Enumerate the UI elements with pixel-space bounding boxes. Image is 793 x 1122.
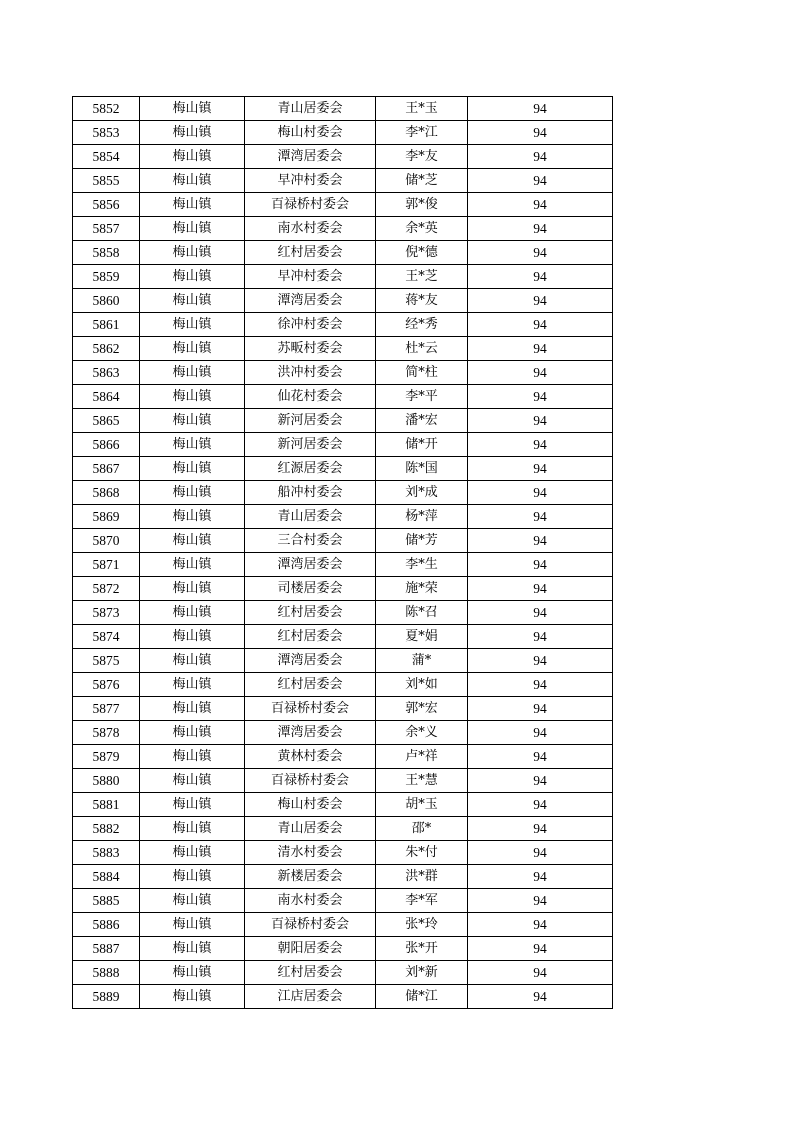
town-cell: 梅山镇 xyxy=(140,985,245,1009)
age-cell: 94 xyxy=(468,649,613,673)
village-committee-cell: 早冲村委会 xyxy=(245,265,376,289)
age-cell: 94 xyxy=(468,457,613,481)
town-cell: 梅山镇 xyxy=(140,145,245,169)
serial-number-cell: 5867 xyxy=(73,457,140,481)
village-committee-cell: 百禄桥村委会 xyxy=(245,697,376,721)
table-row xyxy=(73,793,613,817)
village-committee-cell: 清水村委会 xyxy=(245,841,376,865)
age-cell: 94 xyxy=(468,865,613,889)
village-committee-cell: 潭湾居委会 xyxy=(245,649,376,673)
serial-number-cell: 5880 xyxy=(73,769,140,793)
village-committee-cell: 青山居委会 xyxy=(245,505,376,529)
age-cell: 94 xyxy=(468,361,613,385)
serial-number-cell: 5860 xyxy=(73,289,140,313)
age-cell: 94 xyxy=(468,217,613,241)
person-name-cell: 胡*玉 xyxy=(376,793,468,817)
age-cell: 94 xyxy=(468,913,613,937)
table-row xyxy=(73,481,613,505)
serial-number-cell: 5881 xyxy=(73,793,140,817)
table-row xyxy=(73,697,613,721)
table-row xyxy=(73,577,613,601)
town-cell: 梅山镇 xyxy=(140,793,245,817)
serial-number-cell: 5854 xyxy=(73,145,140,169)
serial-number-cell: 5869 xyxy=(73,505,140,529)
age-cell: 94 xyxy=(468,577,613,601)
table-row xyxy=(73,505,613,529)
person-name-cell: 经*秀 xyxy=(376,313,468,337)
person-name-cell: 李*平 xyxy=(376,385,468,409)
village-committee-cell: 新楼居委会 xyxy=(245,865,376,889)
town-cell: 梅山镇 xyxy=(140,937,245,961)
table-row xyxy=(73,529,613,553)
serial-number-cell: 5883 xyxy=(73,841,140,865)
village-committee-cell: 船冲村委会 xyxy=(245,481,376,505)
table-row xyxy=(73,625,613,649)
age-cell: 94 xyxy=(468,97,613,121)
age-cell: 94 xyxy=(468,289,613,313)
age-cell: 94 xyxy=(468,697,613,721)
town-cell: 梅山镇 xyxy=(140,313,245,337)
person-name-cell: 夏*娟 xyxy=(376,625,468,649)
table-row xyxy=(73,817,613,841)
town-cell: 梅山镇 xyxy=(140,121,245,145)
person-name-cell: 刘*如 xyxy=(376,673,468,697)
serial-number-cell: 5865 xyxy=(73,409,140,433)
person-name-cell: 郭*俊 xyxy=(376,193,468,217)
town-cell: 梅山镇 xyxy=(140,289,245,313)
village-committee-cell: 百禄桥村委会 xyxy=(245,769,376,793)
table-row xyxy=(73,193,613,217)
village-committee-cell: 苏畈村委会 xyxy=(245,337,376,361)
village-committee-cell: 潭湾居委会 xyxy=(245,145,376,169)
person-name-cell: 卢*祥 xyxy=(376,745,468,769)
village-committee-cell: 百禄桥村委会 xyxy=(245,913,376,937)
table-row xyxy=(73,913,613,937)
serial-number-cell: 5886 xyxy=(73,913,140,937)
serial-number-cell: 5861 xyxy=(73,313,140,337)
serial-number-cell: 5866 xyxy=(73,433,140,457)
serial-number-cell: 5875 xyxy=(73,649,140,673)
town-cell: 梅山镇 xyxy=(140,625,245,649)
table-row xyxy=(73,361,613,385)
town-cell: 梅山镇 xyxy=(140,577,245,601)
table-row xyxy=(73,745,613,769)
town-cell: 梅山镇 xyxy=(140,553,245,577)
village-committee-cell: 青山居委会 xyxy=(245,817,376,841)
serial-number-cell: 5863 xyxy=(73,361,140,385)
person-name-cell: 李*军 xyxy=(376,889,468,913)
serial-number-cell: 5889 xyxy=(73,985,140,1009)
person-name-cell: 李*友 xyxy=(376,145,468,169)
town-cell: 梅山镇 xyxy=(140,457,245,481)
person-name-cell: 施*荣 xyxy=(376,577,468,601)
town-cell: 梅山镇 xyxy=(140,889,245,913)
table-row xyxy=(73,673,613,697)
person-name-cell: 张*开 xyxy=(376,937,468,961)
age-cell: 94 xyxy=(468,313,613,337)
village-committee-cell: 梅山村委会 xyxy=(245,793,376,817)
age-cell: 94 xyxy=(468,529,613,553)
person-name-cell: 杜*云 xyxy=(376,337,468,361)
age-cell: 94 xyxy=(468,793,613,817)
town-cell: 梅山镇 xyxy=(140,169,245,193)
village-committee-cell: 朝阳居委会 xyxy=(245,937,376,961)
table-row xyxy=(73,457,613,481)
person-name-cell: 储*江 xyxy=(376,985,468,1009)
serial-number-cell: 5878 xyxy=(73,721,140,745)
person-name-cell: 刘*成 xyxy=(376,481,468,505)
serial-number-cell: 5887 xyxy=(73,937,140,961)
village-committee-cell: 早冲村委会 xyxy=(245,169,376,193)
table-row xyxy=(73,169,613,193)
table-row xyxy=(73,385,613,409)
table-row xyxy=(73,433,613,457)
town-cell: 梅山镇 xyxy=(140,97,245,121)
town-cell: 梅山镇 xyxy=(140,817,245,841)
age-cell: 94 xyxy=(468,409,613,433)
age-cell: 94 xyxy=(468,769,613,793)
village-committee-cell: 新河居委会 xyxy=(245,433,376,457)
age-cell: 94 xyxy=(468,889,613,913)
village-committee-cell: 红村居委会 xyxy=(245,241,376,265)
village-committee-cell: 潭湾居委会 xyxy=(245,553,376,577)
age-cell: 94 xyxy=(468,721,613,745)
village-committee-cell: 徐冲村委会 xyxy=(245,313,376,337)
table-row xyxy=(73,649,613,673)
town-cell: 梅山镇 xyxy=(140,865,245,889)
serial-number-cell: 5870 xyxy=(73,529,140,553)
serial-number-cell: 5857 xyxy=(73,217,140,241)
serial-number-cell: 5871 xyxy=(73,553,140,577)
table-row xyxy=(73,241,613,265)
age-cell: 94 xyxy=(468,961,613,985)
person-name-cell: 潘*宏 xyxy=(376,409,468,433)
person-name-cell: 余*义 xyxy=(376,721,468,745)
village-committee-cell: 梅山村委会 xyxy=(245,121,376,145)
serial-number-cell: 5859 xyxy=(73,265,140,289)
serial-number-cell: 5872 xyxy=(73,577,140,601)
serial-number-cell: 5862 xyxy=(73,337,140,361)
age-cell: 94 xyxy=(468,553,613,577)
record-sheet xyxy=(72,96,612,1009)
age-cell: 94 xyxy=(468,169,613,193)
village-committee-cell: 红村居委会 xyxy=(245,673,376,697)
age-cell: 94 xyxy=(468,385,613,409)
table-row xyxy=(73,721,613,745)
table-row xyxy=(73,121,613,145)
serial-number-cell: 5888 xyxy=(73,961,140,985)
table-row xyxy=(73,337,613,361)
village-committee-cell: 洪冲村委会 xyxy=(245,361,376,385)
table-row xyxy=(73,865,613,889)
records-table xyxy=(72,96,613,1009)
person-name-cell: 郭*宏 xyxy=(376,697,468,721)
person-name-cell: 杨*萍 xyxy=(376,505,468,529)
person-name-cell: 王*玉 xyxy=(376,97,468,121)
age-cell: 94 xyxy=(468,937,613,961)
serial-number-cell: 5884 xyxy=(73,865,140,889)
person-name-cell: 洪*群 xyxy=(376,865,468,889)
town-cell: 梅山镇 xyxy=(140,481,245,505)
village-committee-cell: 黄林村委会 xyxy=(245,745,376,769)
person-name-cell: 王*芝 xyxy=(376,265,468,289)
serial-number-cell: 5873 xyxy=(73,601,140,625)
village-committee-cell: 红村居委会 xyxy=(245,961,376,985)
town-cell: 梅山镇 xyxy=(140,769,245,793)
village-committee-cell: 仙花村委会 xyxy=(245,385,376,409)
person-name-cell: 刘*新 xyxy=(376,961,468,985)
serial-number-cell: 5856 xyxy=(73,193,140,217)
person-name-cell: 王*慧 xyxy=(376,769,468,793)
town-cell: 梅山镇 xyxy=(140,913,245,937)
person-name-cell: 邵* xyxy=(376,817,468,841)
person-name-cell: 陈*国 xyxy=(376,457,468,481)
age-cell: 94 xyxy=(468,625,613,649)
serial-number-cell: 5885 xyxy=(73,889,140,913)
town-cell: 梅山镇 xyxy=(140,409,245,433)
person-name-cell: 蒲* xyxy=(376,649,468,673)
age-cell: 94 xyxy=(468,601,613,625)
person-name-cell: 倪*德 xyxy=(376,241,468,265)
town-cell: 梅山镇 xyxy=(140,529,245,553)
town-cell: 梅山镇 xyxy=(140,721,245,745)
age-cell: 94 xyxy=(468,481,613,505)
town-cell: 梅山镇 xyxy=(140,697,245,721)
table-row xyxy=(73,289,613,313)
serial-number-cell: 5853 xyxy=(73,121,140,145)
town-cell: 梅山镇 xyxy=(140,217,245,241)
age-cell: 94 xyxy=(468,145,613,169)
person-name-cell: 储*芝 xyxy=(376,169,468,193)
town-cell: 梅山镇 xyxy=(140,241,245,265)
age-cell: 94 xyxy=(468,193,613,217)
town-cell: 梅山镇 xyxy=(140,193,245,217)
town-cell: 梅山镇 xyxy=(140,601,245,625)
table-row xyxy=(73,145,613,169)
person-name-cell: 储*开 xyxy=(376,433,468,457)
table-row xyxy=(73,217,613,241)
town-cell: 梅山镇 xyxy=(140,649,245,673)
village-committee-cell: 江店居委会 xyxy=(245,985,376,1009)
serial-number-cell: 5876 xyxy=(73,673,140,697)
serial-number-cell: 5874 xyxy=(73,625,140,649)
village-committee-cell: 司楼居委会 xyxy=(245,577,376,601)
serial-number-cell: 5882 xyxy=(73,817,140,841)
table-row xyxy=(73,313,613,337)
serial-number-cell: 5858 xyxy=(73,241,140,265)
table-row xyxy=(73,409,613,433)
age-cell: 94 xyxy=(468,433,613,457)
village-committee-cell: 潭湾居委会 xyxy=(245,289,376,313)
village-committee-cell: 红村居委会 xyxy=(245,625,376,649)
village-committee-cell: 潭湾居委会 xyxy=(245,721,376,745)
town-cell: 梅山镇 xyxy=(140,337,245,361)
table-row xyxy=(73,841,613,865)
village-committee-cell: 新河居委会 xyxy=(245,409,376,433)
village-committee-cell: 红村居委会 xyxy=(245,601,376,625)
table-row xyxy=(73,985,613,1009)
village-committee-cell: 红源居委会 xyxy=(245,457,376,481)
serial-number-cell: 5879 xyxy=(73,745,140,769)
person-name-cell: 余*英 xyxy=(376,217,468,241)
person-name-cell: 李*生 xyxy=(376,553,468,577)
table-row xyxy=(73,553,613,577)
age-cell: 94 xyxy=(468,745,613,769)
age-cell: 94 xyxy=(468,241,613,265)
serial-number-cell: 5855 xyxy=(73,169,140,193)
table-row xyxy=(73,97,613,121)
village-committee-cell: 青山居委会 xyxy=(245,97,376,121)
age-cell: 94 xyxy=(468,985,613,1009)
table-row xyxy=(73,937,613,961)
person-name-cell: 简*柱 xyxy=(376,361,468,385)
person-name-cell: 张*玲 xyxy=(376,913,468,937)
village-committee-cell: 百禄桥村委会 xyxy=(245,193,376,217)
age-cell: 94 xyxy=(468,817,613,841)
serial-number-cell: 5868 xyxy=(73,481,140,505)
age-cell: 94 xyxy=(468,121,613,145)
table-row xyxy=(73,961,613,985)
town-cell: 梅山镇 xyxy=(140,841,245,865)
town-cell: 梅山镇 xyxy=(140,265,245,289)
age-cell: 94 xyxy=(468,505,613,529)
town-cell: 梅山镇 xyxy=(140,961,245,985)
age-cell: 94 xyxy=(468,265,613,289)
table-row xyxy=(73,769,613,793)
records-table-body xyxy=(73,97,613,1009)
person-name-cell: 陈*召 xyxy=(376,601,468,625)
village-committee-cell: 南水村委会 xyxy=(245,217,376,241)
age-cell: 94 xyxy=(468,337,613,361)
town-cell: 梅山镇 xyxy=(140,505,245,529)
serial-number-cell: 5877 xyxy=(73,697,140,721)
town-cell: 梅山镇 xyxy=(140,745,245,769)
town-cell: 梅山镇 xyxy=(140,433,245,457)
serial-number-cell: 5864 xyxy=(73,385,140,409)
table-row xyxy=(73,265,613,289)
village-committee-cell: 南水村委会 xyxy=(245,889,376,913)
town-cell: 梅山镇 xyxy=(140,361,245,385)
person-name-cell: 李*江 xyxy=(376,121,468,145)
person-name-cell: 朱*付 xyxy=(376,841,468,865)
table-row xyxy=(73,601,613,625)
age-cell: 94 xyxy=(468,841,613,865)
town-cell: 梅山镇 xyxy=(140,385,245,409)
town-cell: 梅山镇 xyxy=(140,673,245,697)
age-cell: 94 xyxy=(468,673,613,697)
village-committee-cell: 三合村委会 xyxy=(245,529,376,553)
person-name-cell: 蒋*友 xyxy=(376,289,468,313)
serial-number-cell: 5852 xyxy=(73,97,140,121)
table-row xyxy=(73,889,613,913)
person-name-cell: 储*芳 xyxy=(376,529,468,553)
